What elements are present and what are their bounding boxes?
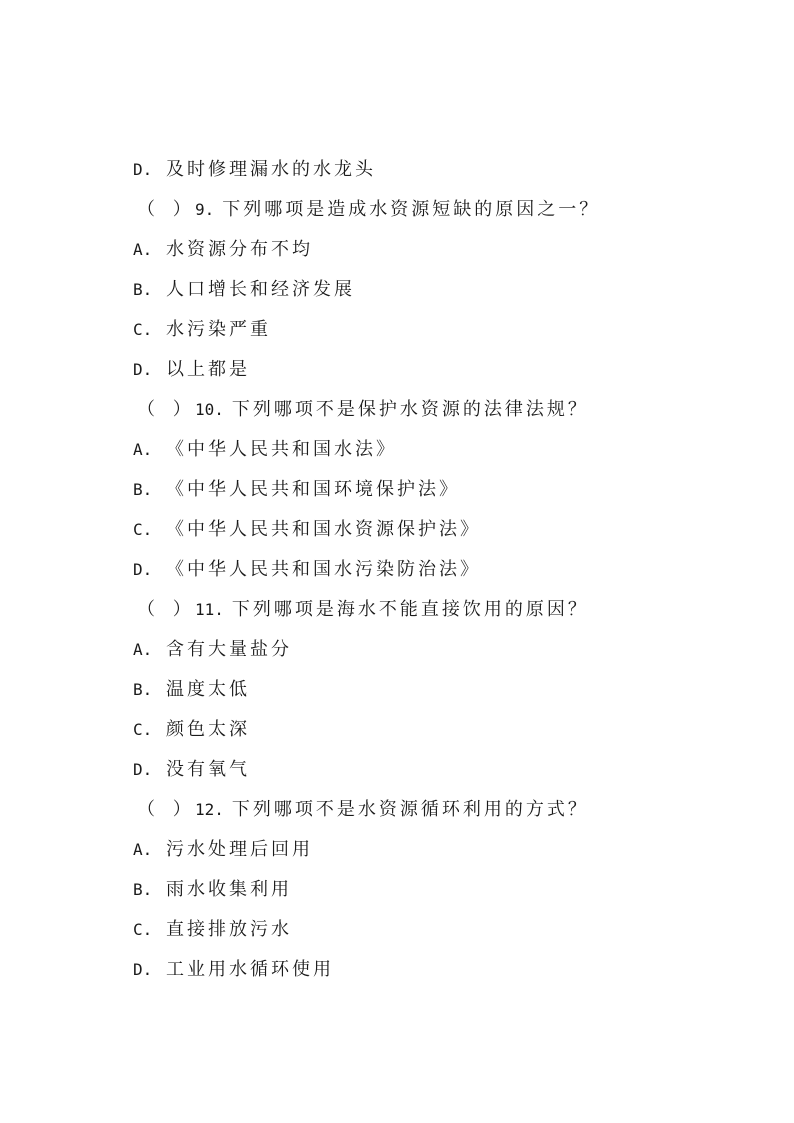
option-letter: B. <box>133 680 153 699</box>
option-text: 《中华人民共和国水法》 <box>166 439 397 460</box>
option-text: 以上都是 <box>166 359 250 380</box>
option-line <box>133 670 753 710</box>
option-letter: B. <box>133 480 153 499</box>
option-line <box>133 550 753 590</box>
option-letter: D. <box>133 160 153 179</box>
option-letter: A. <box>133 440 153 459</box>
option-text: 含有大量盐分 <box>166 639 292 660</box>
option-letter: D. <box>133 560 153 579</box>
option-letter: C. <box>133 520 153 539</box>
question-number: 11. <box>195 600 224 619</box>
question-line <box>133 590 753 630</box>
option-letter: C. <box>133 320 153 339</box>
option-line <box>133 710 753 750</box>
option-text: 《中华人民共和国环境保护法》 <box>166 479 460 500</box>
option-line <box>133 630 753 670</box>
option-letter: A. <box>133 840 153 859</box>
option-line <box>133 150 753 190</box>
option-letter: A. <box>133 640 153 659</box>
option-text: 污水处理后回用 <box>166 839 313 860</box>
option-text: 《中华人民共和国水资源保护法》 <box>166 519 481 540</box>
option-text: 《中华人民共和国水污染防治法》 <box>166 559 481 580</box>
option-letter: D. <box>133 760 153 779</box>
question-text: 下列哪项不是保护水资源的法律法规？ <box>231 399 589 420</box>
option-line <box>133 430 753 470</box>
option-line <box>133 950 753 990</box>
option-text: 没有氧气 <box>166 759 250 780</box>
option-line <box>133 510 753 550</box>
answer-blank: （ ） <box>137 599 197 620</box>
option-letter: A. <box>133 240 153 259</box>
question-list <box>133 150 753 990</box>
option-text: 水资源分布不均 <box>166 239 313 260</box>
option-line <box>133 750 753 790</box>
question-line <box>133 390 753 430</box>
option-line <box>133 470 753 510</box>
option-text: 人口增长和经济发展 <box>166 279 355 300</box>
question-text: 下列哪项是海水不能直接饮用的原因？ <box>231 599 589 620</box>
option-line <box>133 910 753 950</box>
option-line <box>133 870 753 910</box>
question-line <box>133 790 753 830</box>
option-letter: B. <box>133 280 153 299</box>
option-text: 温度太低 <box>166 679 250 700</box>
answer-blank: （ ） <box>137 799 197 820</box>
option-text: 工业用水循环使用 <box>166 959 334 980</box>
option-text: 直接排放污水 <box>166 919 292 940</box>
question-text: 下列哪项不是水资源循环利用的方式？ <box>231 799 589 820</box>
option-text: 水污染严重 <box>166 319 271 340</box>
option-text: 颜色太深 <box>166 719 250 740</box>
option-line <box>133 230 753 270</box>
question-text: 下列哪项是造成水资源短缺的原因之一？ <box>222 199 601 220</box>
answer-blank: （ ） <box>137 399 197 420</box>
option-text: 雨水收集利用 <box>166 879 292 900</box>
option-line <box>133 830 753 870</box>
option-letter: D. <box>133 960 153 979</box>
answer-blank: （ ） <box>137 199 197 220</box>
option-letter: D. <box>133 360 153 379</box>
question-number: 9. <box>195 200 215 219</box>
option-text: 及时修理漏水的水龙头 <box>166 159 376 180</box>
option-line <box>133 350 753 390</box>
question-line <box>133 190 753 230</box>
question-number: 10. <box>195 400 224 419</box>
option-line <box>133 270 753 310</box>
option-letter: B. <box>133 880 153 899</box>
option-letter: C. <box>133 920 153 939</box>
option-letter: C. <box>133 720 153 739</box>
question-number: 12. <box>195 800 224 819</box>
option-line <box>133 310 753 350</box>
